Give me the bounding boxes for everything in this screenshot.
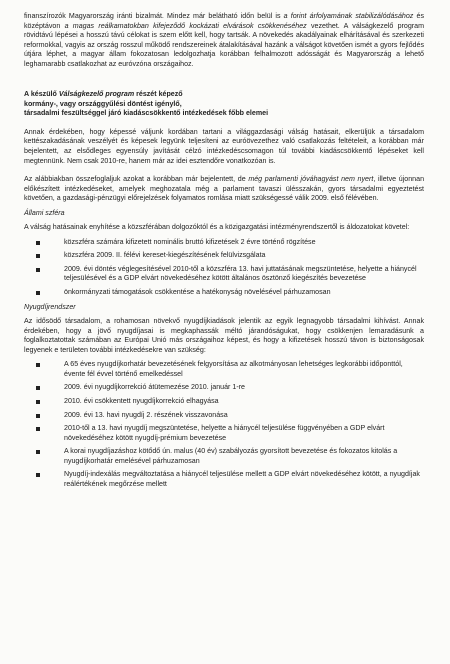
document-body bbox=[24, 12, 424, 489]
intro-italic-stabil: stabilizálódásához bbox=[355, 12, 414, 20]
list-item bbox=[24, 447, 424, 466]
bullet-icon bbox=[36, 386, 40, 390]
intro-italic-forint: a forint árfolyamának bbox=[283, 12, 353, 20]
intro-text-3: vezethet. A válságkezelő program rövidtávú lépései a hosszú távú célokat is szem előtt kell, hogy tartsák. A növekedés akadályainak elhárításával és szerkezeti reformokkal, vagyis az ország rosszul működő rendszereinek átalakításával hazánk a válságot követően ismét a gyors fejlődés útjára léphet, a magyar állam fokozatosan ledolgozhatja korábban felhalmozott adósságát és Magyarország a lehető leghamarabb csatlakozhat az euróvzóna országaihoz. bbox=[24, 21, 424, 68]
p2-text-2: , illetve újonnan előkészített intézkedéseket, amelyek meghozatala még a parlament tavaszi ülésszakán, gyors társadalmi egyeztetést követően, a gazdasági-pénzügyi előrejelzések folyamatos romlása miatt szükségessé válik 2009. első félévében. bbox=[24, 175, 425, 203]
list-item bbox=[24, 288, 424, 298]
heading-line-3: társadalmi feszültséggel járó kiadáscsökkentő intézkedések főbb elemei bbox=[24, 109, 269, 118]
list-item bbox=[24, 238, 424, 248]
list-item-text: A 65 éves nyugdíjkorhatár bevezetésének felgyorsítása az alkotmányosan lehetséges legkorábbi időponttól, évente fél évvel történő emelkedéssel bbox=[64, 360, 403, 378]
intro-italic-csokk: csökkenéséhez bbox=[257, 21, 307, 30]
bullet-icon bbox=[36, 254, 40, 258]
section-intro-nyugdij: Az idősödő társadalom, a rohamosan növekvő nyugdíjkiadások jelentik az egyik legnagyobb társadalmi kihívást. Annak érdekében, hogy a jövő nyugdíjasai is megkaphassák méltó járandóságukat, hogy csökkenjen lemaradásunk a foglalkoztatottak számában az Európai Unió más országaihoz képest, és hogy a kifizetések hosszú távon is biztonságosak legyenek e területen további intézkedésekre van szükség: bbox=[24, 317, 424, 354]
list-item-text: közszféra 2009. II. félévi kereset-kiegészítésének felülvizsgálata bbox=[64, 251, 266, 260]
p2-text: Az alábbiakban összefoglaljuk azokat a korábban már bejelentett, de bbox=[24, 175, 249, 184]
list-item-text: 2009. évi nyugdíjkorrekció átütemezése 2010. január 1-re bbox=[64, 383, 245, 392]
p2-italic: még parlamenti jóváhagyást nem nyert bbox=[248, 175, 374, 184]
bullet-icon bbox=[36, 427, 40, 431]
intro-paragraph bbox=[24, 12, 424, 69]
bullet-icon bbox=[36, 291, 40, 295]
list-item-text: önkormányzati támogatások csökkentése a hatékonyság növelésével párhuzamosan bbox=[64, 288, 331, 297]
bullet-icon bbox=[36, 268, 40, 272]
list-item bbox=[24, 360, 424, 379]
section-heading bbox=[24, 90, 424, 119]
bullet-icon bbox=[36, 400, 40, 404]
heading-part: A készülő bbox=[24, 90, 59, 99]
paragraph-1: Annak érdekében, hogy képessé váljunk kordában tartani a világgazdasági válság hatásait, elkerüljük a társadalom kettészakadásának veszélyét és képesek legyünk teljesíteni az euróövezethez való csatlakozás feltételeit, a korábban már bejelentett, az elsődleges egyensúly javítását célzó intézkedéscsomagon túl további kiadáscsökkentő lépéseket kell megtennünk. Nem csak 2010-re, hanem már az idei esztendőre vonatkozóan is. bbox=[24, 127, 424, 165]
bullet-icon bbox=[36, 363, 40, 367]
heading-italic: Válságkezelő program bbox=[58, 90, 135, 99]
list-item bbox=[24, 470, 424, 489]
list-item bbox=[24, 411, 424, 421]
list-item-text: Nyugdíj-indexálás megváltoztatása a hiánycél teljesülése mellett a GDP elvárt növekedéséhez kötött, a nyugdíjak reálértékének megőrzése mellett bbox=[64, 470, 420, 488]
section-title-nyugdij: Nyugdíjrendszer bbox=[24, 302, 76, 311]
paragraph-2 bbox=[24, 175, 424, 204]
list-item-text: 2010. évi csökkentett nyugdíjkorrekció elhagyása bbox=[64, 396, 219, 405]
list-item bbox=[24, 424, 424, 443]
bullet-icon bbox=[36, 414, 40, 418]
list-allami bbox=[24, 238, 424, 298]
heading-part-2: részét képező bbox=[134, 90, 183, 99]
heading-line-2: kormány-, vagy országgyűlési döntést igénylő, bbox=[24, 99, 182, 108]
list-item-text: közszféra számára kifizetett nominális bruttó kifizetések 2 évre történő rögzítése bbox=[64, 237, 316, 246]
list-item bbox=[24, 251, 424, 261]
list-nyugdij bbox=[24, 360, 424, 489]
bullet-icon bbox=[36, 241, 40, 245]
section-intro-allami: A válság hatásainak enyhítése a közszférában dolgozóktól és a közigazgatási intézményrendszertől is áldozatokat követel: bbox=[24, 223, 410, 232]
bullet-icon bbox=[36, 473, 40, 477]
list-item bbox=[24, 265, 424, 284]
list-item-text: A korai nyugdíjazáshoz kötődő ún. malus (40 év) szabályozás gyorsított bevezetése és fokozatos kitolás a nyugdíjkorhatár emelésével párhuzamosan bbox=[64, 447, 398, 465]
section-title-allami: Állami szféra bbox=[24, 208, 65, 217]
list-item bbox=[24, 383, 424, 393]
list-item-text: 2009. évi 13. havi nyugdíj 2. részének visszavonása bbox=[64, 410, 228, 419]
intro-text: finanszírozók Magyarország iránti bizalmát. Mindez már belátható időn belül is bbox=[24, 12, 284, 20]
bullet-icon bbox=[36, 450, 40, 454]
intro-text-2: és középtávon bbox=[24, 12, 424, 30]
list-item-text: 2009. évi döntés véglegesítésével 2010-től a közszféra 13. havi juttatásának megszüntetése, helyette a hiánycél teljesülésével és a GDP elvárt növekedéséhez kötött általános ösztönző kiegészítés bevezetése bbox=[64, 264, 417, 283]
intro-italic-kamat: a magas reálkamatokban kifejeződő kockázati elvárások bbox=[64, 21, 254, 30]
list-item bbox=[24, 397, 424, 407]
list-item-text: 2010-től a 13. havi nyugdíj megszüntetése, helyette a hiánycél teljesülése függvényében a GDP elvárt növekedéséhez kötött nyugdíj-prémium bevezetése bbox=[64, 424, 385, 442]
